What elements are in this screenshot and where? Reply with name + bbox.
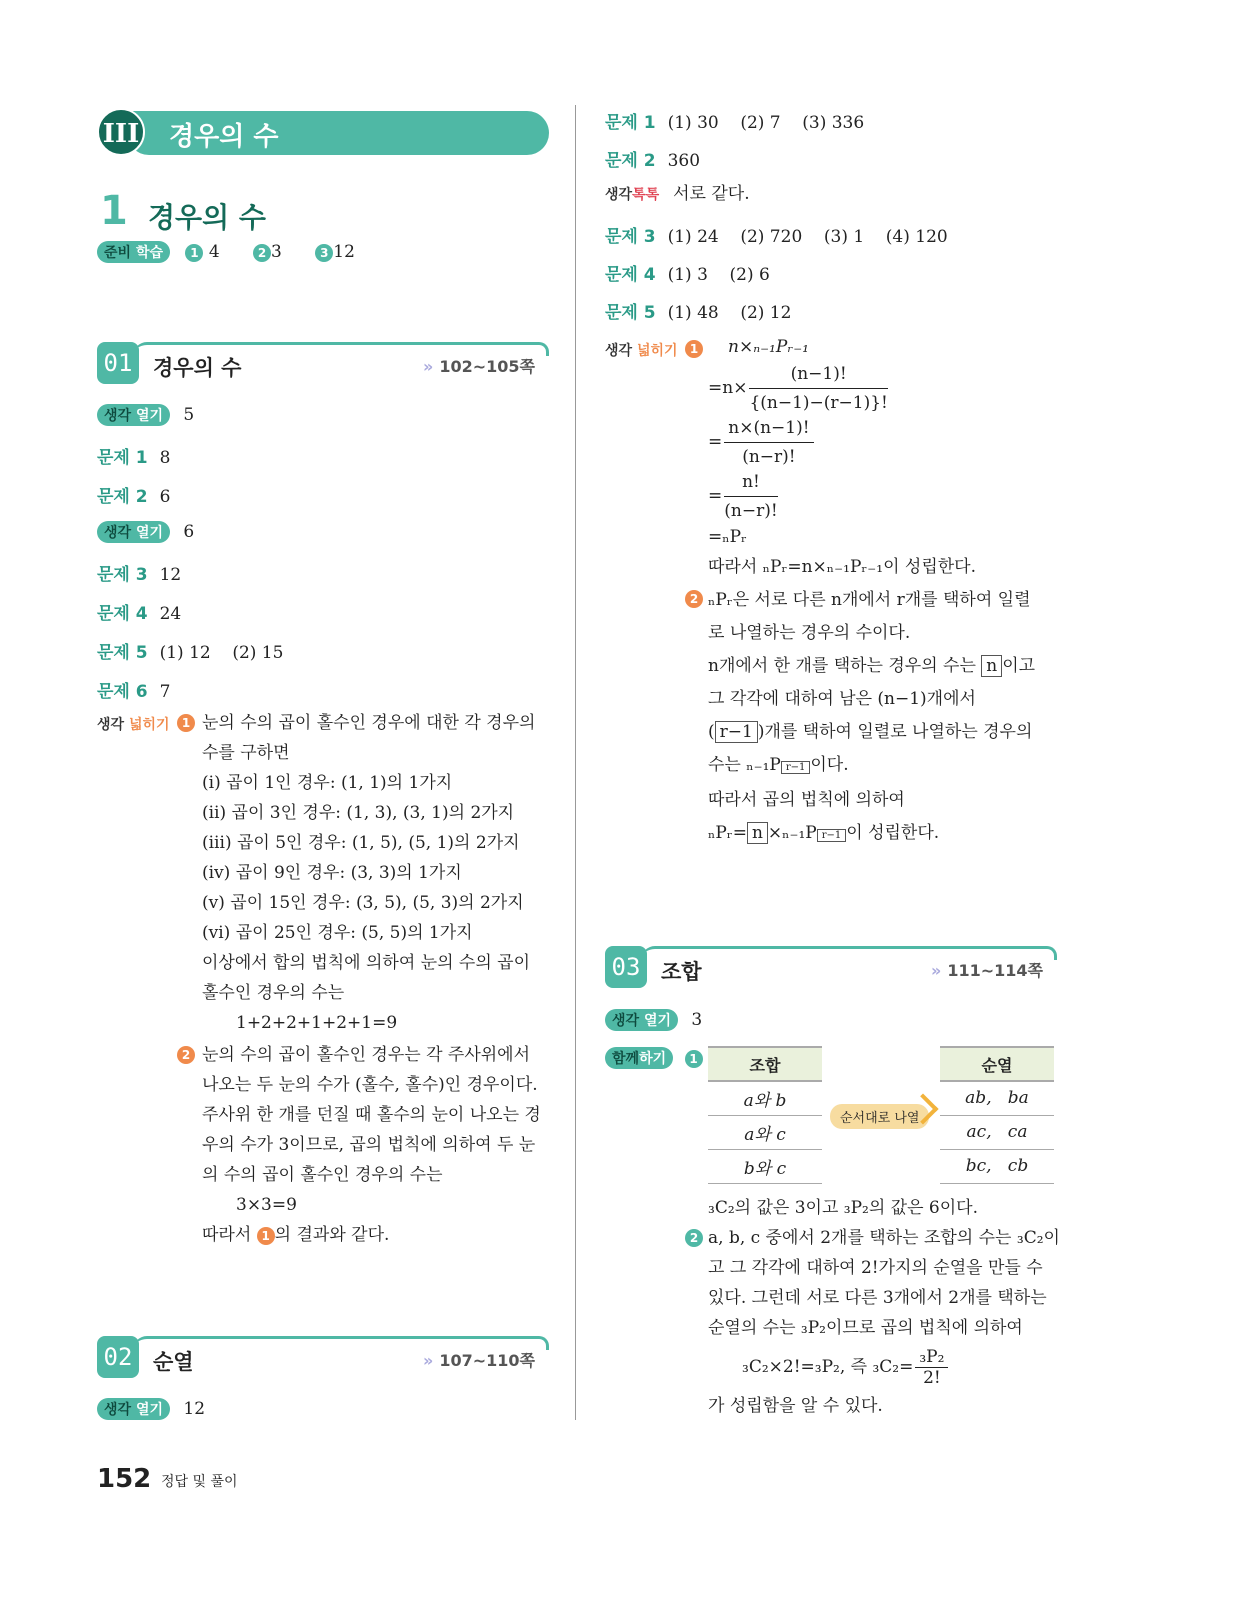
column-divider bbox=[575, 105, 576, 1420]
unit-02-open: 생각 열기 12 bbox=[97, 1398, 205, 1420]
expand-label: 생각 넓히기 bbox=[97, 717, 170, 733]
chapter-number: III bbox=[97, 108, 145, 156]
prep-answers: 준비 학습 1 4 2 3 3 12 bbox=[97, 241, 355, 263]
chevron-icon: » bbox=[422, 1351, 434, 1370]
u3-text-1: ₃C₂의 값은 3이고 ₃P₂의 값은 6이다. bbox=[708, 1198, 978, 1218]
arrow-label: 순서대로 나열 bbox=[830, 1104, 929, 1129]
permutation-table: 순열 ab, ba ac, ca bc, cb bbox=[940, 1046, 1054, 1184]
u1-expand-1: 눈의 수의 곱이 홀수인 경우에 대한 각 경우의 수를 구하면 (ⅰ) 곱이 1인 경우: (1, 1)의 1가지 (ⅱ) 곱이 3인 경우: (1, 3), (3, 1)의 2가지 (ⅲ) 곱이 5인 경우: (1, 5), (5, 1)의 2가지 (ⅳ) 곱이 9인 경우: (3, 3)의 1가지 (ⅴ) 곱이 15인 경우: (3, 5), (5, 3)의 2가지 (ⅵ) 곱이 25인 경우: (5, 5)의 1가지 이상에서 합의 법칙에 의하여 눈의 수의 곱이 홀수인 경우의 수는 1+2+2+1+2+1=9 bbox=[202, 713, 536, 1033]
circle-number-icon: 1 bbox=[185, 244, 203, 262]
unit-02-answers: 문제 1 (1) 30 (2) 7 (3) 336 문제 2 360 생각톡톡 서로 같다. 문제 3 (1) 24 (2) 720 (3) 1 (4) 120 문제 4 (1) 3 (2) 6 문제 5 (1) 48 (2) 12 bbox=[605, 113, 948, 323]
circle-number-icon: 3 bbox=[315, 244, 333, 262]
u2-expand-1: n×ₙ₋₁Pᵣ₋₁ =n× $\frac{(n-1)!}{\{(n-1)-(r-1)\}!}$ = $\frac{n\times(n-1)!}{(n-r)!}$ = $\frac{n!}{(n-r)!}$ =ₙPᵣ 따라서 ₙPᵣ=n×ₙ₋₁Pᵣ₋₁이 성립한다. bbox=[708, 337, 976, 577]
u1-expand-2: 눈의 수의 곱이 홀수인 경우는 각 주사위에서 나오는 두 눈의 수가 (홀수, 홀수)인 경우이다. 주사위 한 개를 던질 때 홀수의 눈이 나오는 경 우의 수가 3이므로, 곱의 법칙에 의하여 두 눈 의 수의 곱이 홀수인 경우의 수는 3×3=9 따라서 1 의 결과와 같다. bbox=[202, 1045, 541, 1245]
unit-header-01: 01 경우의 수 » 102~105쪽 bbox=[97, 342, 549, 384]
combination-table: 조합 a와 b a와 c b와 c bbox=[708, 1046, 822, 1184]
circle-number-icon: 2 bbox=[253, 244, 271, 262]
prep-badge: 준비 학습 bbox=[97, 241, 170, 263]
u2-expand-2: ₙPᵣ은 서로 다른 n개에서 r개를 택하여 일렬 로 나열하는 경우의 수이다. n개에서 한 개를 택하는 경우의 수는 n 이고 그 각각에 대하여 남은 (n−1)개에서 ( r−1 )개를 택하여 일렬로 나열하는 경우의 수는 ₙ₋₁P r−1 이다. 따라서 곱의 법칙에 의하여 ₙPᵣ= n ×ₙ₋₁P r−1 이 성립한다. bbox=[708, 590, 1036, 843]
unit-03-open: 생각 열기 3 bbox=[605, 1009, 702, 1031]
together-label: 함께하기 1 bbox=[605, 1047, 703, 1069]
page-number: 152 bbox=[97, 1464, 152, 1494]
unit-header-02: 02 순열 » 107~110쪽 bbox=[97, 1336, 549, 1378]
footer-label: 정답 및 풀이 bbox=[161, 1474, 238, 1490]
chapter-title: 경우의 수 bbox=[169, 122, 279, 152]
unit-01-answers: 생각 열기 5 문제 1 8 문제 2 6 생각 열기 6 문제 3 12 문제 4 24 문제 5 (1) 12 (2) 15 문제 6 7 bbox=[97, 405, 284, 702]
unit-header-03: 03 조합 » 111~114쪽 bbox=[605, 946, 1057, 988]
u3-text-2: a, b, c 중에서 2개를 택하는 조합의 수는 ₃C₂이 고 그 각각에 대하여 2!가지의 순열을 만들 수 있다. 그런데 서로 다른 3개에서 2개를 택하는 순열의 수는 ₃P₂이므로 곱의 법칙에 의하여 ₃C₂×2!=₃P₂, 즉 ₃C₂= $\frac{\text{₃P₂}}{2!}$ 가 성립함을 알 수 있다. bbox=[708, 1228, 1060, 1416]
chevron-icon: » bbox=[930, 961, 942, 980]
section-number: 1 bbox=[100, 188, 128, 234]
chapter-header bbox=[97, 108, 549, 156]
section-title: 경우의 수 bbox=[148, 201, 266, 234]
expand-label: 생각 넓히기 bbox=[605, 343, 678, 359]
chevron-icon: » bbox=[422, 357, 434, 376]
